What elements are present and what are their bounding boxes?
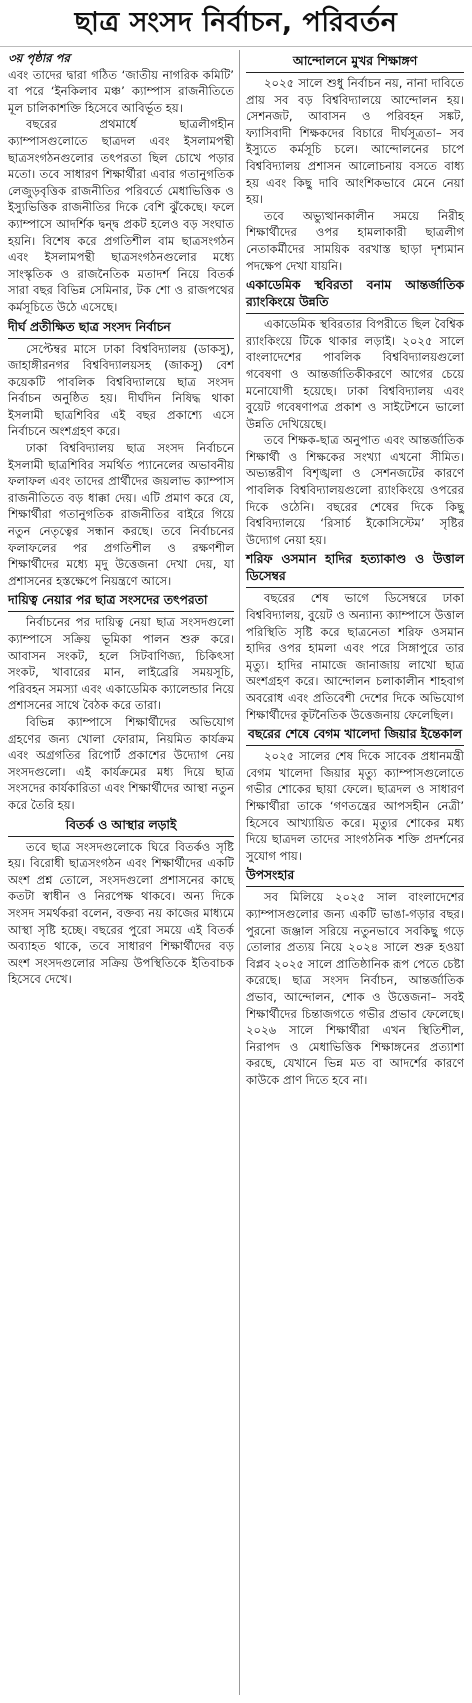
paragraph: ২০২৫ সালের শেষ দিকে সাবেক প্রধানমন্ত্রী বেগম খালেদা জিয়ার মৃত্যু ক্যাম্পাসগুলোতে গভীর শোকের ছায়া ফেলে। ছাত্রদল ও সাধারণ শিক্ষার্থীরা তাকে ‘গণতন্ত্রের আপসহীন নেত্রী’ হিসেবে আখ্যায়িত করে। মৃত্যুর শোকের মধ্য দিয়ে ছাত্রদল তাদের সাংগঠনিক শক্তি প্রদর্শনের সুযোগ পায়। (246, 749, 464, 863)
paragraph: বছরের প্রথমার্ধে ছাত্রলীগহীন ক্যাম্পাসগুলোতে ছাত্রদল এবং ইসলামপন্থী ছাত্রসংগঠনগুলোর তৎপরতা ছিল চোখে পড়ার মতো। তবে সাধারণ শিক্ষার্থীরা এবার গতানুগতিক লেজুড়বৃত্তিক রাজনীতির পরিবর্তে মেধাভিত্তিক ও ইস্যুভিত্তিক রাজনীতির দিকে বেশি ঝুঁকেছে। ফলে ক্যাম্পাসে আদর্শিক দ্বন্দ্ব প্রকট হলেও বড় সংঘাত হয়নি। বিশেষ করে প্রগতিশীল বাম ছাত্রসংগঠন এবং ইসলামপন্থী ছাত্রসংগঠনগুলোর মধ্যে সাংস্কৃতিক ও রাজনৈতিক মতাদর্শ নিয়ে বিতর্ক সারা বছর বিভিন্ন সেমিনার, টক শো ও রাজপথের কর্মসূচিতে উঠে এসেছে। (8, 117, 234, 314)
section-heading: উপসংহার (246, 867, 464, 887)
section-heading: আন্দোলনে মুখর শিক্ষাঙ্গণ (246, 53, 464, 73)
section-heading: বিতর্ক ও আস্থার লড়াই (8, 817, 234, 837)
paragraph: সেপ্টেম্বর মাসে ঢাকা বিশ্ববিদ্যালয় (ডাকসু), জাহাঙ্গীরনগর বিশ্ববিদ্যালয়সহ (জাকসু) বেশ কয়েকটি পাবলিক বিশ্ববিদ্যালয়ে ছাত্র সংসদ নির্বাচন অনুষ্ঠিত হয়। দীর্ঘদিন নিষিদ্ধ থাকা ইসলামী ছাত্রশিবির এই বছর প্রকাশ্যে এসে নির্বাচনে অংশগ্রহণ করে। (8, 341, 234, 439)
paragraph: তবে অভ্যুত্থানকালীন সময়ে নিরীহ শিক্ষার্থীদের ওপর হামলাকারী ছাত্রলীগ নেতাকর্মীদের সাময়িক বরখাস্ত ছাড়া দৃশ্যমান পদক্ষেপ দেখা যায়নি। (246, 208, 464, 273)
column-divider (239, 50, 240, 1695)
paragraph: সব মিলিয়ে ২০২৫ সাল বাংলাদেশের ক্যাম্পাসগুলোর জন্য একটি ভাঙা-গড়ার বছর। পুরনো জঞ্জাল সরিয়ে নতুনভাবে সবকিছু গড়ে তোলার প্রত্যয় নিয়ে ২০২৪ সালে শুরু হওয়া বিপ্লব ২০২৫ সালে প্রাতিষ্ঠানিক রূপ পেতে চেষ্টা করেছে। ছাত্র সংসদ নির্বাচন, আন্তর্জাতিক প্রভাব, আন্দোলন, শোক ও উত্তেজনা– সবই শিক্ষার্থীদের চিন্তাজগতে গভীর প্রভাব ফেলেছে। ২০২৬ সালে শিক্ষার্থীরা এখন স্থিতিশীল, নিরাপদ ও মেধাভিত্তিক শিক্ষাঙ্গনের প্রত্যাশা করছে, যেখানে ভিন্ন মত বা আদর্শের কারণে কাউকে প্রাণ দিতে হবে না। (246, 890, 464, 1087)
left-column (8, 50, 234, 988)
paragraph: ২০২৫ সালে শুধু নির্বাচন নয়, নানা দাবিতে প্রায় সব বড় বিশ্ববিদ্যালয়ে আন্দোলন হয়। সেশনজট, আবাসন ও পরিবহন সঙ্কট, ফ্যাসিবাদী শিক্ষকদের বিচারে দীর্ঘসূত্রতা– সব ইস্যুতে কর্মসূচি চলে। আন্দোলনের চাপে বিশ্ববিদ্যালয় প্রশাসন আলোচনায় বসতে বাধ্য হয় এবং কিছু দাবি আংশিকভাবে মেনে নেয়া হয়। (246, 76, 464, 207)
continuation-note: ৩য় পৃষ্ঠার পর (8, 51, 70, 65)
article-headline: ছাত্র সংসদ নির্বাচন, পরিবর্তন (0, 0, 472, 47)
section-heading: শরিফ ওসমান হাদির হত্যাকাণ্ড ও উত্তাল ডিসেম্বর (246, 551, 464, 588)
paragraph: তবে ছাত্র সংসদগুলোকে ঘিরে বিতর্কও সৃষ্টি হয়। বিরোধী ছাত্রসংগঠন এবং শিক্ষার্থীদের একটি অংশ প্রশ্ন তোলে, সংসদগুলো প্রশাসনের কাছে কতটা স্বাধীন ও নিরপেক্ষ থাকবে। অন্য দিকে সংসদ সমর্থকরা বলেন, বক্তব্য নয় কাজের মাধ্যমে আস্থা সৃষ্টি হচ্ছে। বছরের পুরো সময়ে এই বিতর্ক অব্যাহত থাকে, তবে সাধারণ শিক্ষার্থীদের বড় অংশ সংসদগুলোর সক্রিয় উপস্থিতিকে ইতিবাচক হিসেবে দেখে। (8, 839, 234, 987)
section-heading: দায়িত্ব নেয়ার পর ছাত্র সংসদের তৎপরতা (8, 592, 234, 612)
section-heading: দীর্ঘ প্রতীক্ষিত ছাত্র সংসদ নির্বাচন (8, 319, 234, 339)
paragraph: নির্বাচনের পর দায়িত্ব নেয়া ছাত্র সংসদগুলো ক্যাম্পাসে সক্রিয় ভূমিকা পালন শুরু করে। আবাসন সংকট, হলে সিটবাণিজ্য, চিকিৎসা সংকট, খাবারের মান, লাইব্রেরি সময়সূচি, পরিবহন সমস্যা এবং একাডেমিক ক্যালেন্ডার নিয়ে প্রশাসনের সাথে বৈঠক করে তারা। (8, 615, 234, 713)
section-heading: একাডেমিক স্থবিরতা বনাম আন্তর্জাতিক র‍্যাংকিংয়ে উন্নতি (246, 277, 464, 314)
section-heading: বছরের শেষে বেগম খালেদা জিয়ার ইন্তেকাল (246, 726, 464, 746)
paragraph: তবে শিক্ষক-ছাত্র অনুপাত এবং আন্তর্জাতিক শিক্ষার্থী ও শিক্ষকের সংখ্যা এখনো সীমিত। অভ্যন্তরীণ বিশৃঙ্খলা ও সেশনজটের কারণে পাবলিক বিশ্ববিদ্যালয়গুলো র‍্যাংকিংয়ে ওপরের দিকে ওঠেনি। বছরের শেষের দিকে কিছু বিশ্ববিদ্যালয়ে ‘রিসার্চ ইকোসিস্টেম’ সৃষ্টির উদ্যোগ নেয়া হয়। (246, 433, 464, 547)
paragraph: এবং তাদের দ্বারা গঠিত ‘জাতীয় নাগরিক কমিটি’ বা পরে ‘ইনকিলাব মঞ্চ’ ক্যাম্পাস রাজনীতিতে মূল চালিকাশক্তি হিসেবে আবির্ভূত হয়। (8, 67, 234, 115)
paragraph: একাডেমিক স্থবিরতার বিপরীতে ছিল বৈশ্বিক র‍্যাংকিংয়ে টিকে থাকার লড়াই। ২০২৫ সালে বাংলাদেশের পাবলিক বিশ্ববিদ্যালয়গুলো গবেষণা ও আন্তর্জাতিকীকরণে আগের চেয়ে মনোযোগী হয়েছে। ঢাকা বিশ্ববিদ্যালয় এবং বুয়েট গবেষণাপত্র প্রকাশ ও সাইটেশনে ভালো উন্নতি দেখিয়েছে। (246, 317, 464, 431)
paragraph: বিভিন্ন ক্যাম্পাসে শিক্ষার্থীদের অভিযোগ গ্রহণের জন্য খোলা ফোরাম, নিয়মিত কার্যক্রম এবং অগ্রগতির রিপোর্ট প্রকাশের উদ্যোগ নেয় সংসদগুলো। এই কার্যক্রমের মধ্য দিয়ে ছাত্র সংসদের কার্যকারিতা এবং শিক্ষার্থীদের আস্থা নতুন করে তৈরি হয়। (8, 714, 234, 812)
right-column (246, 50, 464, 1088)
paragraph: বছরের শেষ ভাগে ডিসেম্বরে ঢাকা বিশ্ববিদ্যালয়, বুয়েট ও অন্যান্য ক্যাম্পাসে উত্তাল পরিস্থিতি সৃষ্টি করে ছাত্রনেতা শরিফ ওসমান হাদির ওপর হামলা এবং পরে সিঙ্গাপুরে তার মৃত্যু। হাদির নামাজে জানাজায় লাখো ছাত্র অংশগ্রহণ করে। আন্দোলন চলাকালীন শাহবাগ অবরোধ এবং প্রতিবেশী দেশের দিকে অভিযোগ শিক্ষার্থীদের কূটনৈতিক উত্তেজনায় ফেলেছিল। (246, 591, 464, 722)
paragraph: ঢাকা বিশ্ববিদ্যালয় ছাত্র সংসদ নির্বাচনে ইসলামী ছাত্রশিবির সমর্থিত প্যানেলের অভাবনীয় ফলাফল এবং তাদের প্রার্থীদের জয়লাভ ক্যাম্পাস রাজনীতিতে বড় ধাক্কা দেয়। এটি প্রমাণ করে যে, শিক্ষার্থীরা গতানুগতিক রাজনীতির বাইরে গিয়ে নতুন নেতৃত্বের সন্ধান করছে। তবে নির্বাচনের ফলাফলের পর প্রগতিশীল ও রক্ষণশীল শিক্ষার্থীদের মধ্যে মৃদু উত্তেজনা দেখা দেয়, যা প্রশাসনের হস্তক্ষেপে নিয়ন্ত্রণে আসে। (8, 441, 234, 588)
